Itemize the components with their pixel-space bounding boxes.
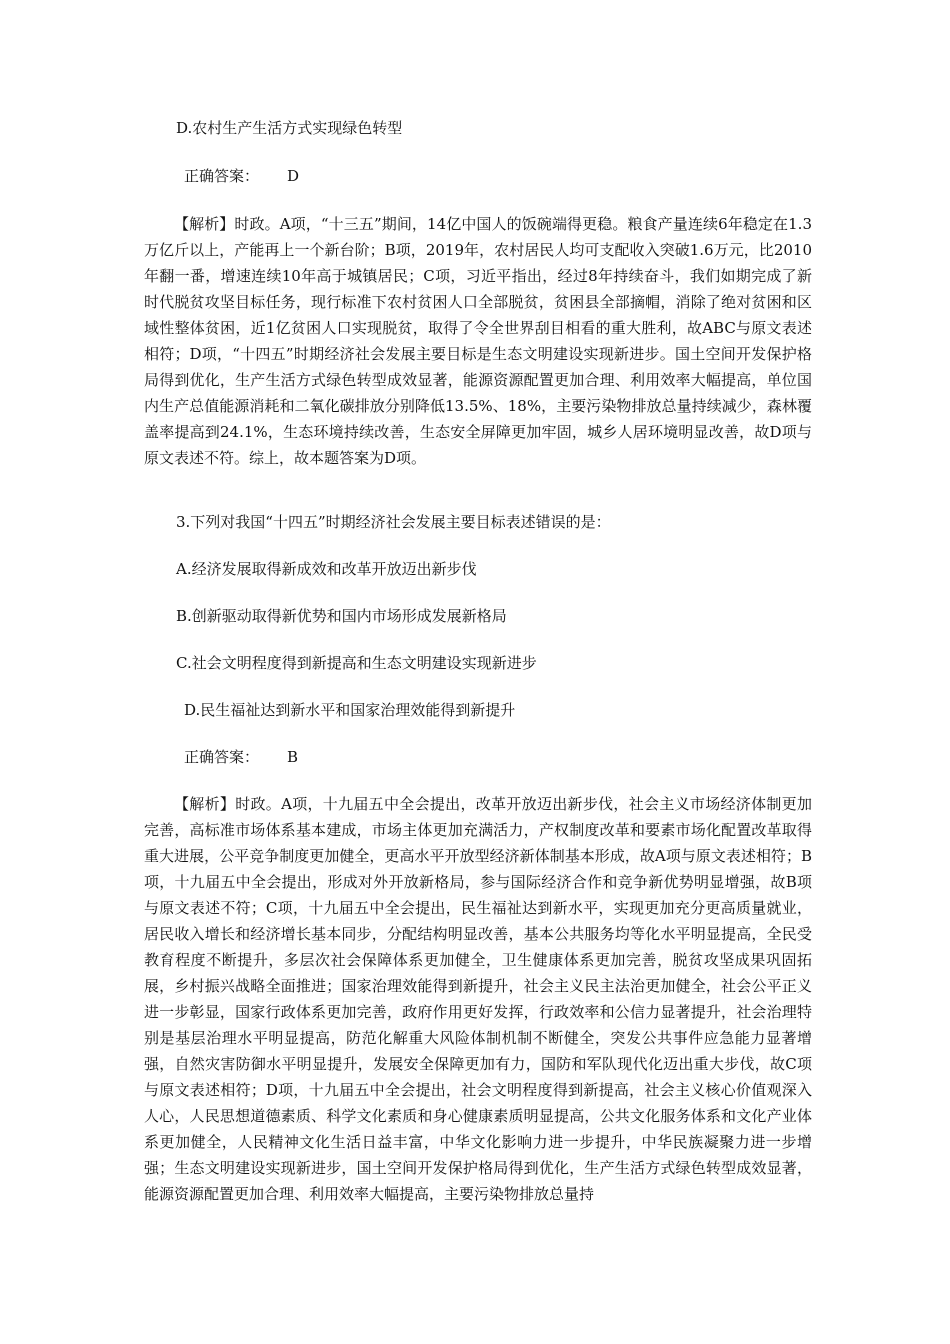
q3-analysis-text: 时政。A项，十九届五中全会提出，改革开放迈出新步伐，社会主义市场经济体制更加完善，高标准市场体系基本建成，市场主体更加充满活力，产权制度改革和要素市场化配置改革取得重大进展，公平竞争制度更加健全，更高水平开放型经济新体制基本形成，故A项与原文表述相符；B项，十九届五中全会提出，形成对外开放新格局，参与国际经济合作和竞争新优势明显增强，故B项与原文表述不符；C项，十九届五中全会提出，民生福祉达到新水平，实现更加充分更高质量就业，居民收入增长和经济增长基本同步，分配结构明显改善，基本公共服务均等化水平明显提高，全民受教育程度不断提升，多层次社会保障体系更加健全，卫生健康体系更加完善，脱贫攻坚成果巩固拓展，乡村振兴战略全面推进；国家治理效能得到新提升，社会主义民主法治更加健全，社会公平正义进一步彰显，国家行政体系更加完善，政府作用更好发挥，行政效率和公信力显著提升，社会治理特别是基层治理水平明显提高，防范化解重大风险体制机制不断健全，突发公共事件应急能力显著增强，自然灾害防御水平明显提升，发展安全保障更加有力，国防和军队现代化迈出重大步伐，故C项与原文表述相符；D项，十九届五中全会提出，社会文明程度得到新提高，社会主义核心价值观深入人心，人民思想道德素质、科学文化素质和身心健康素质明显提高，公共文化服务体系和文化产业体系更加健全，人民精神文化生活日益丰富，中华文化影响力进一步提升，中华民族凝聚力进一步增强；生态文明建设实现新进步，国土空间开发保护格局得到优化，生产生活方式绿色转型成效显著，能源资源配置更加合理、利用效率大幅提高，主要污染物排放总量持	[144, 795, 812, 1203]
q3-analysis	[144, 791, 812, 1207]
q2-answer	[184, 166, 299, 186]
q2-analysis-text: 时政。A项，“十三五”期间，14亿中国人的饭碗端得更稳。粮食产量连续6年稳定在1.3万亿斤以上，产能再上一个新台阶；B项，2019年，农村居民人均可支配收入突破1.6万元，比2010年翻一番，增速连续10年高于城镇居民；C项，习近平指出，经过8年持续奋斗，我们如期完成了新时代脱贫攻坚目标任务，现行标准下农村贫困人口全部脱贫，贫困县全部摘帽，消除了绝对贫困和区域性整体贫困，近1亿贫困人口实现脱贫，取得了令全世界刮目相看的重大胜利，故ABC与原文表述相符；D项，“十四五”时期经济社会发展主要目标是生态文明建设实现新进步。国土空间开发保护格局得到优化，生产生活方式绿色转型成效显著，能源资源配置更加合理、利用效率大幅提高，单位国内生产总值能源消耗和二氧化碳排放分别降低13.5%、18%，主要污染物排放总量持续减少，森林覆盖率提高到24.1%，生态环境持续改善，生态安全屏障更加牢固，城乡人居环境明显改善，故D项与原文表述不符。综上，故本题答案为D项。	[144, 215, 812, 467]
q3-option-b: B.创新驱动取得新优势和国内市场形成发展新格局	[176, 607, 507, 625]
q3-option-d: D.民生福祉达到新水平和国家治理效能得到新提升	[184, 701, 516, 719]
q2-analysis	[144, 211, 812, 471]
q3-answer	[184, 747, 298, 767]
q2-analysis-tag: 【解析】	[174, 215, 235, 233]
q3-analysis-tag: 【解析】	[174, 795, 236, 813]
q3-option-c: C.社会文明程度得到新提高和生态文明建设实现新进步	[176, 654, 537, 672]
q2-answer-value: D	[287, 167, 300, 185]
q2-answer-label: 正确答案：	[184, 167, 260, 185]
q3-answer-label: 正确答案：	[184, 748, 260, 766]
q2-option-d: D.农村生产生活方式实现绿色转型	[176, 119, 403, 137]
q3-option-a: A.经济发展取得新成效和改革开放迈出新步伐	[176, 560, 477, 578]
q3-question: 3.下列对我国“十四五”时期经济社会发展主要目标表述错误的是：	[176, 513, 611, 531]
q3-answer-value: B	[287, 748, 299, 766]
